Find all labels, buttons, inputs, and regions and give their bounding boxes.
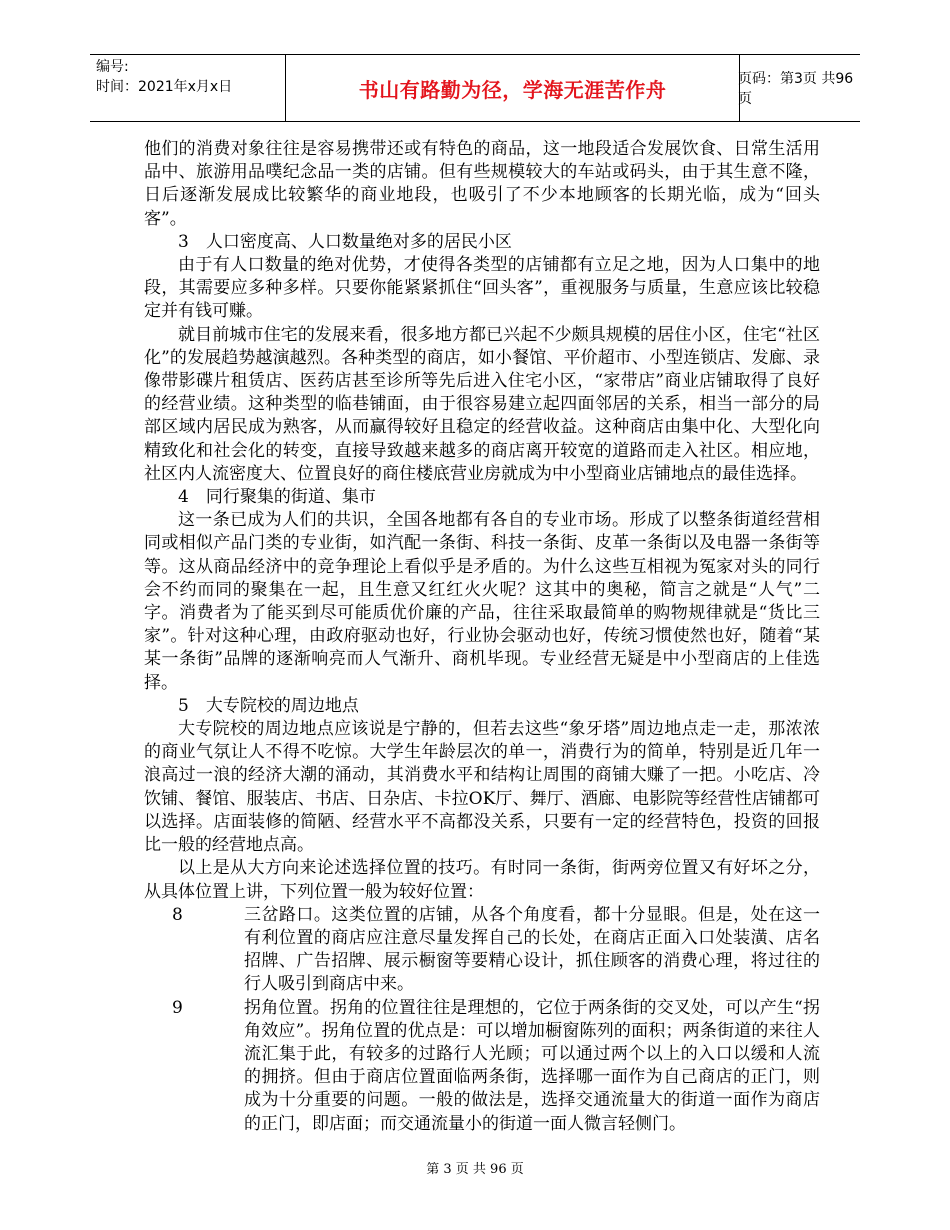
page-footer: 第 3 页 共 96 页	[426, 1162, 524, 1177]
paragraph: 就目前城市住宅的发展来看，很多地方都已兴起不少颇具规模的居住小区，住宅“社区化”的发展趋势越演越烈。各种类型的商店，如小餐馆、平价超市、小型连锁店、发廊、录像带影碟片租赁店、医药店甚至诊所等先后进入住宅小区，“家带店”商业店铺取得了良好的经营业绩。这种类型的临巷铺面，由于很容易建立起四面邻居的关系，相当一部分的局部区域内居民成为熟客，从而赢得较好且稳定的经营收益。这种商店由集中化、大型化向精致化和社会化的转变，直接导致越来越多的商店离开较宽的道路而走入社区。相应地，社区内人流密度大、位置良好的商住楼底营业房就成为中小型商业店铺地点的最佳选择。	[144, 324, 820, 484]
document-number-label: 编号:	[96, 59, 129, 75]
paragraph: 以上是从大方向来论述选择位置的技巧。有时同一条街，街两旁位置又有好坏之分，从具体位置上讲，下列位置一般为较好位置：	[144, 858, 820, 902]
header-info-cell	[90, 55, 285, 121]
list-item-number: 8	[172, 904, 183, 925]
section-heading: 5 大专院校的周边地点	[178, 695, 359, 716]
paragraph: 由于有人口数量的绝对优势，才使得各类型的店铺都有立足之地，因为人口集中的地段，其需要应多种多样。只要你能紧紧抓住“回头客”，重视服务与质量，生意应该比较稳定并有钱可赚。	[144, 255, 820, 322]
list-item-number: 9	[172, 997, 183, 1018]
list-item	[144, 997, 820, 1136]
header-page-cell	[738, 55, 860, 121]
page-header	[90, 54, 860, 122]
document-date-label: 时间：2021年x月x日	[96, 79, 233, 95]
list-item-text: 三岔路口。这类位置的店铺，从各个角度看，都十分显眼。但是，处在这一有利位置的商店应注意尽量发挥自己的长处，在商店正面入口处装潢、店名招牌、广告招牌、展示橱窗等要精心设计，抓住顾客的消费心理，将过往的行人吸引到商店中来。	[244, 904, 820, 995]
document-body	[144, 138, 820, 1136]
paragraph: 他们的消费对象往往是容易携带还或有特色的商品，这一地段适合发展饮食、日常生活用品中、旅游用品噗纪念品一类的店铺。但有些规模较大的车站或码头，由于其生意不隆，日后逐渐发展成比较繁华的商业地段，也吸引了不少本地顾客的长期光临，成为“回头客”。	[144, 139, 820, 229]
list-item	[144, 904, 820, 997]
section-heading: 3 人口密度高、人口数量绝对多的居民小区	[178, 231, 512, 252]
paragraph: 大专院校的周边地点应该说是宁静的，但若去这些“象牙塔”周边地点走一走，那浓浓的商业气氛让人不得不吃惊。大学生年龄层次的单一，消费行为的简单，特别是近几年一浪高过一浪的经济大潮的涌动，其消费水平和结构让周围的商铺大赚了一把。小吃店、冷饮铺、餐馆、服装店、书店、日杂店、卡拉OK厅、舞厅、酒廊、电影院等经营性店铺都可以选择。店面装修的简陋、经营水平不高都没关系，只要有一定的经营特色，投资的回报比一般的经营地点高。	[144, 719, 820, 856]
section-heading: 4 同行聚集的街道、集市	[178, 487, 376, 508]
list-item-text: 拐角位置。拐角的位置往往是理想的，它位于两条街的交叉处，可以产生“拐角效应”。拐角位置的优点是：可以增加橱窗陈列的面积；两条街道的来往人流汇集于此，有较多的过路行人光顾；可以通过两个以上的入口以缓和人流的拥挤。但由于商店位置面临两条街，选择哪一面作为自己商店的正门，则成为十分重要的问题。一般的做法是，选择交通流量大的街道一面作为商店的正门，即店面；而交通流量小的街道一面人微言轻侧门。	[244, 997, 820, 1134]
header-page-label: 页码：第3页 共96页	[738, 71, 854, 107]
header-motto: 书山有路勤为径，学海无涯苦作舟	[358, 77, 667, 102]
header-motto-cell	[285, 55, 740, 121]
paragraph: 这一条已成为人们的共识，全国各地都有各自的专业市场。形成了以整条街道经营相同或相似产品门类的专业街，如汽配一条街、科技一条街、皮革一条街以及电器一条街等等。这从商品经济中的竞争理论上看似乎是矛盾的。为什么这些互相视为冤家对头的同行会不约而同的聚集在一起，且生意又红红火火呢？这其中的奥秘，简言之就是“人气”二字。消费者为了能买到尽可能质优价廉的产品，往往采取最简单的购物规律就是“货比三家”。针对这种心理，由政府驱动也好，行业协会驱动也好，传统习惯使然也好，随着“某某一条街”品牌的逐渐响亮而人气渐升、商机毕现。专业经营无疑是中小型商店的上佳选择。	[144, 510, 820, 693]
